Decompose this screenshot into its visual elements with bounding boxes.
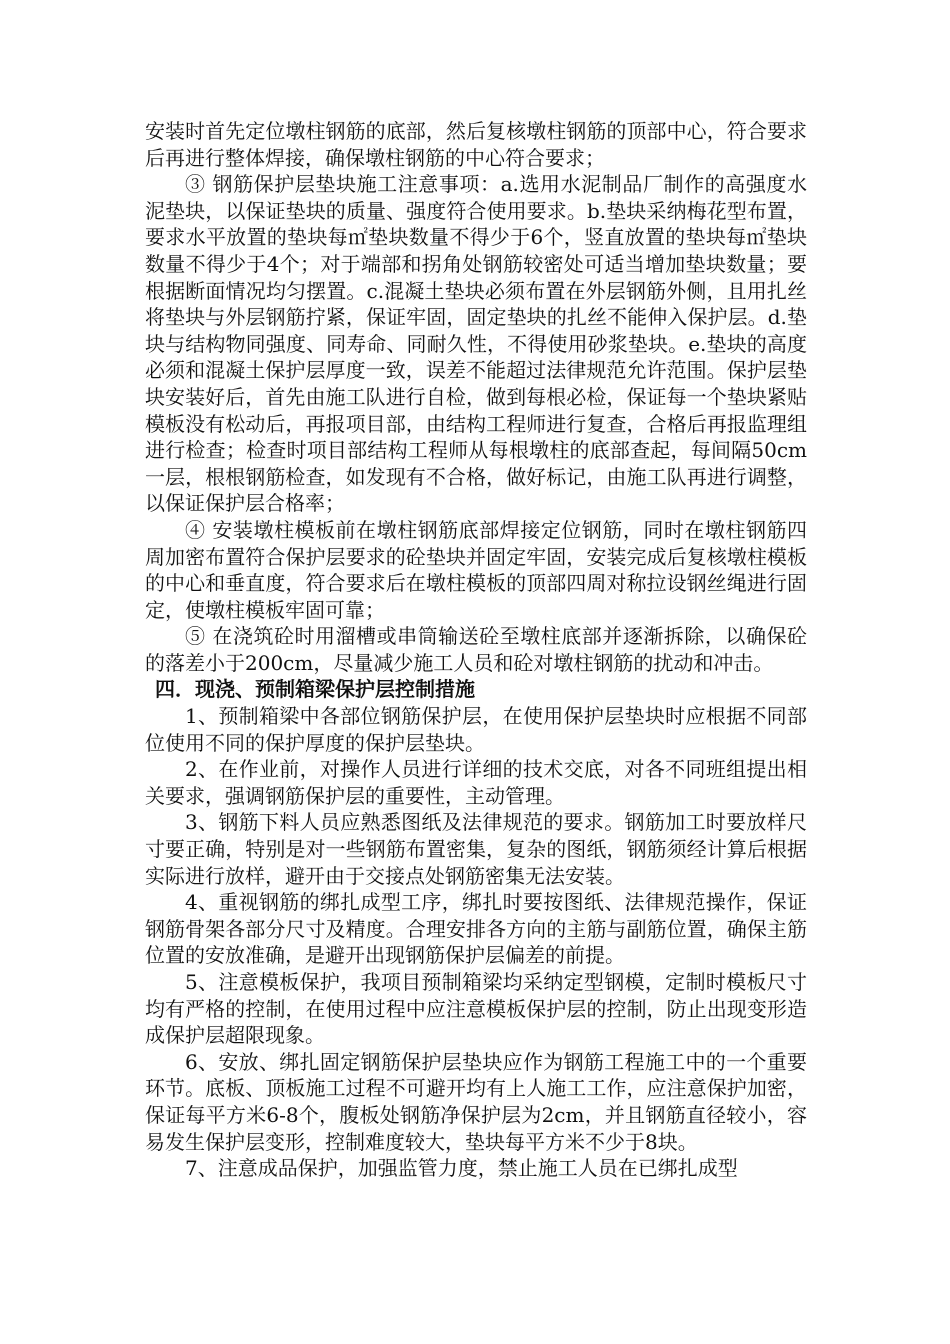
paragraph-item-7: 7、注意成品保护，加强监管力度，禁止施工人员在已绑扎成型 — [185, 1156, 738, 1181]
paragraph-pier-formwork: ④ 安装墩柱模板前在墩柱钢筋底部焊接定位钢筋，同时在墩柱钢筋四周加密布置符合保护层要求的砼垫块并固定牢固，安装完成后复核墩柱模板的中心和垂直度，符合要求后在墩柱模板的顶部四周对称拉设钢丝绳进行固定，使墩柱模板牢固可靠； — [145, 517, 807, 622]
document-page — [145, 118, 807, 1182]
section-heading: 四．现浇、预制箱梁保护层控制措施 — [155, 677, 475, 702]
paragraph-item-6: 6、安放、绑扎固定钢筋保护层垫块应作为钢筋工程施工中的一个重要环节。底板、顶板施工过程不可避开均有上人施工工作，应注意保护加密，保证每平方米6-8个，腹板处钢筋净保护层为2cm，并且钢筋直径较小，容易发生保护层变形，控制难度较大，垫块每平方米不少于8块。 — [145, 1049, 807, 1154]
paragraph-item-2: 2、在作业前，对操作人员进行详细的技术交底，对各不同班组提出相关要求，强调钢筋保护层的重要性，主动管理。 — [145, 757, 807, 808]
paragraph-item-3: 3、钢筋下料人员应熟悉图纸及法律规范的要求。钢筋加工时要放样尺寸要正确，特别是对一些钢筋布置密集，复杂的图纸，钢筋须经计算后根据实际进行放样，避开由于交接点处钢筋密集无法安装。 — [145, 810, 807, 888]
paragraph-item-1: 1、预制箱梁中各部位钢筋保护层，在使用保护层垫块时应根据不同部位使用不同的保护厚度的保护层垫块。 — [145, 704, 807, 755]
paragraph-concrete-pouring: ⑤ 在浇筑砼时用溜槽或串筒输送砼至墩柱底部并逐渐拆除，以确保砼的落差小于200cm，尽量减少施工人员和砼对墩柱钢筋的扰动和冲击。 — [145, 624, 807, 675]
paragraph-item-4: 4、重视钢筋的绑扎成型工序，绑扎时要按图纸、法律规范操作，保证钢筋骨架各部分尺寸及精度。合理安排各方向的主筋与副筋位置，确保主筋位置的安放准确，是避开出现钢筋保护层偏差的前提。 — [145, 890, 807, 968]
paragraph-spacer-block-notes: ③ 钢筋保护层垫块施工注意事项：a.选用水泥制品厂制作的高强度水泥垫块，以保证垫块的质量、强度符合使用要求。b.垫块采纳梅花型布置，要求水平放置的垫块每㎡垫块数量不得少于6个，竖直放置的垫块每㎡垫块数量不得少于4个；对于端部和拐角处钢筋较密处可适当增加垫块数量；要根据断面情况均匀摆置。c.混凝土垫块必须布置在外层钢筋外侧，且用扎丝将垫块与外层钢筋拧紧，保证牢固，固定垫块的扎丝不能伸入保护层。d.垫块与结构物同强度、同寿命、同耐久性，不得使用砂浆垫块。e.垫块的高度必须和混凝土保护层厚度一致，误差不能超过法律规范允许范围。保护层垫块安装好后，首先由施工队进行自检，做到每根必检，保证每一个垫块紧贴模板没有松动后，再报项目部，由结构工程师进行复查，合格后再报监理组进行检查；检查时项目部结构工程师从每根墩柱的底部查起，每间隔50cm一层，根根钢筋检查，如发现有不合格，做好标记，由施工队再进行调整，以保证保护层合格率； — [145, 172, 807, 516]
paragraph-bind-installation: 安装时首先定位墩柱钢筋的底部，然后复核墩柱钢筋的顶部中心，符合要求后再进行整体焊接，确保墩柱钢筋的中心符合要求； — [145, 119, 807, 170]
paragraph-item-5: 5、注意模板保护，我项目预制箱梁均采纳定型钢模，定制时模板尺寸均有严格的控制，在使用过程中应注意模板保护层的控制，防止出现变形造成保护层超限现象。 — [145, 970, 807, 1048]
